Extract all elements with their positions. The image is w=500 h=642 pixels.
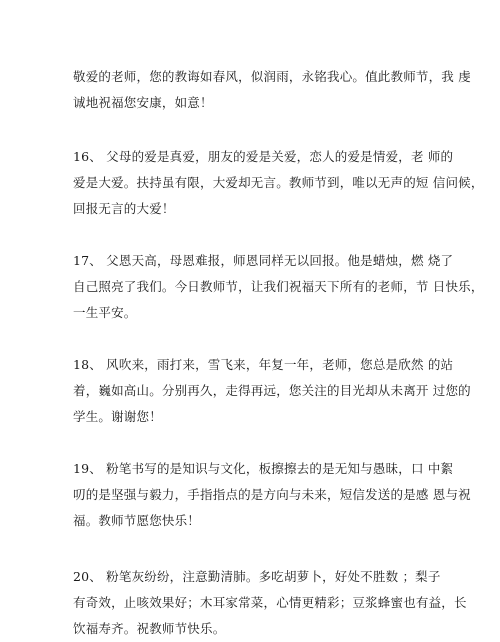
paragraph-16 <box>73 144 484 222</box>
paragraph-intro <box>73 64 471 116</box>
text-line: 18、 风吹来，雨打来，雪飞来，年复一年，老师，您总是欣然 的站 <box>73 357 454 372</box>
paragraph-17 <box>73 248 484 326</box>
text-line: 回报无言的大爱！ <box>73 201 175 216</box>
text-line: 自己照亮了我们。今日教师节，让我们祝福天下所有的老师，节 日快乐， <box>73 279 484 294</box>
text-line: 福。教师节愿您快乐！ <box>73 513 201 528</box>
text-line: 饮福寿齐。祝教师节快乐。 <box>73 621 226 636</box>
text-line: 19、 粉笔书写的是知识与文化，板擦擦去的是无知与愚昧，口 中絮 <box>73 461 454 476</box>
paragraph-19 <box>73 456 471 534</box>
paragraph-18 <box>73 352 471 430</box>
text-line: 叨的是坚强与毅力，手指指点的是方向与未来，短信发送的是感 恩与祝 <box>73 487 471 502</box>
text-line: 诚地祝福您安康，如意！ <box>73 95 213 110</box>
text-line: 着，巍如高山。分别再久，走得再远，您关注的目光却从未离开 过您的 <box>73 383 471 398</box>
text-line: 学生。谢谢您！ <box>73 409 162 424</box>
text-line: 敬爱的老师，您的教诲如春风，似润雨，永铭我心。值此教师节，我 虔 <box>73 69 471 84</box>
text-line: 爱是大爱。扶持虽有限，大爱却无言。教师节到，唯以无声的短 信问候， <box>73 175 484 190</box>
text-line: 有奇效，止咳效果好；木耳家常菜，心情更精彩；豆浆蜂蜜也有益，长 <box>73 595 467 610</box>
text-line: 20、 粉笔灰纷纷，注意勤清肺。多吃胡萝卜，好处不胜数 ；梨子 <box>73 569 441 584</box>
text-line: 一生平安。 <box>73 305 137 320</box>
text-line: 17、 父恩天高，母恩难报，师恩同样无以回报。他是蜡烛，燃 烧了 <box>73 253 454 268</box>
text-line: 16、 父母的爱是真爱，朋友的爱是关爱，恋人的爱是情爱，老 师的 <box>73 149 454 164</box>
paragraph-20 <box>73 564 467 642</box>
